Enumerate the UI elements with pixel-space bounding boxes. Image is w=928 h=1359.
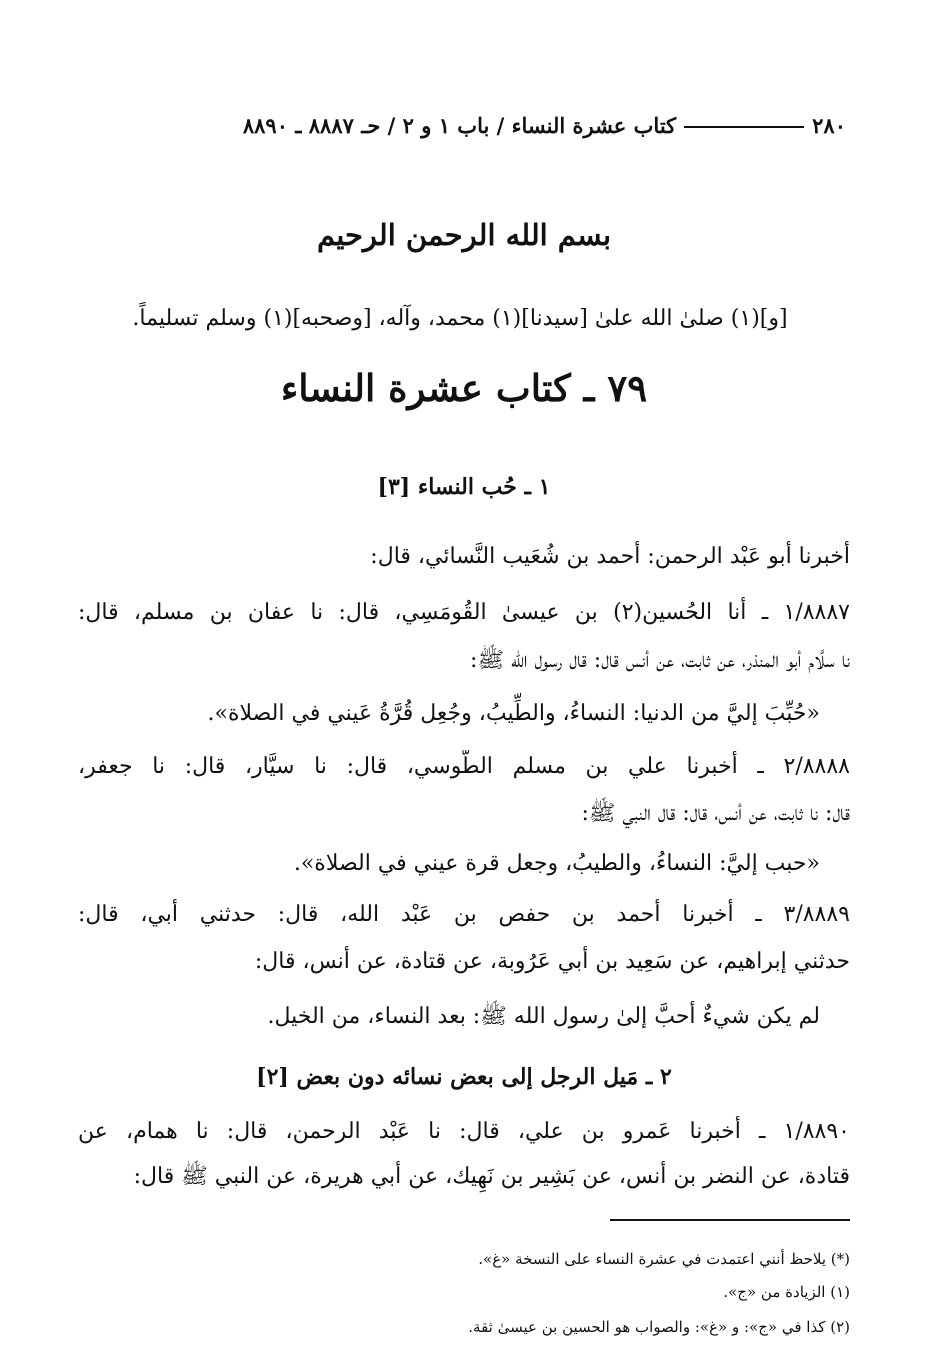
running-title: كتاب عشرة النساء / باب ١ و ٢ / حـ ٨٨٨٧ ـ ٨٨٩٠ (242, 112, 677, 138)
chapter-heading: ١ ـ حُب النساء [٣] (377, 474, 551, 500)
hadith-text-line: «حُبِّبَ إليَّ من الدنيا: النساءُ، والطِّيبُ، وجُعِل قُرَّةُ عَيني في الصلاة». (207, 701, 820, 726)
chapter-heading: ٢ ـ مَيل الرجل إلى بعض نسائه دون بعض [٢] (256, 1064, 672, 1090)
hadith-line: ٣/٨٨٨٩ ـ أخبرنا أحمد بن حفص بن عَبْد الله، قال: حدثني أبي، قال: (78, 902, 850, 927)
text-line: قال: نا ثابت، عن أنس، قال: قال النبي ﷺ: (581, 801, 850, 826)
basmala: بسم الله الرحمن الرحيم (316, 218, 612, 252)
running-header (86, 110, 846, 140)
text-line: أخبرنا أبو عَبْد الرحمن: أحمد بن شُعَيب النَّسائي، قال: (370, 544, 850, 569)
text-line: حدثني إبراهيم، عن سَعِيد بن أبي عَرُوبة، عن قتادة، عن أنس، قال: (254, 949, 850, 974)
hadith-text-line: لم يكن شيءٌ أحبَّ إلىٰ رسول الله ﷺ: بعد النساء، من الخيل. (267, 1004, 820, 1029)
footnote: (١) الزيادة من «ج». (723, 1283, 850, 1301)
page-number: ٢٨٠ (812, 112, 846, 138)
footnote: (*) يلاحظ أنني اعتمدت في عشرة النساء على النسخة «غ». (478, 1250, 850, 1268)
salutation: [و](١) صلىٰ الله علىٰ [سيدنا](١) محمد، وآله، [وصحبه](١) وسلم تسليماً. (132, 306, 788, 331)
text-line: قتادة، عن النضر بن أنس، عن بَشِير بن نَهِيك، عن أبي هريرة، عن النبي ﷺ قال: (133, 1164, 850, 1189)
footnote-rule (610, 1219, 850, 1221)
header-rule (684, 126, 804, 128)
hadith-text-line: «حبب إليَّ: النساءُ، والطيبُ، وجعل قرة عيني في الصلاة». (293, 851, 820, 876)
hadith-line: ١/٨٨٨٧ ـ أنا الحُسين(٢) بن عيسىٰ القُومَسِي، قال: نا عفان بن مسلم، قال: (78, 600, 850, 625)
text-line: نا سلَّام أبو المنذر، عن ثابت، عن أنس قال: قال رسول الله ﷺ: (470, 648, 850, 673)
book-title: ٧٩ ـ كتاب عشرة النساء (280, 366, 648, 410)
hadith-line: ١/٨٨٩٠ ـ أخبرنا عَمرو بن علي، قال: نا عَبْد الرحمن، قال: نا همام، عن (78, 1119, 850, 1144)
footnote: (٢) كذا في «ج»: و «غ»: والصواب هو الحسين بن عيسىٰ ثقة. (468, 1318, 850, 1336)
hadith-line: ٢/٨٨٨٨ ـ أخبرنا علي بن مسلم الطُّوسي، قال: نا سيَّار، قال: نا جعفر، (78, 754, 850, 779)
